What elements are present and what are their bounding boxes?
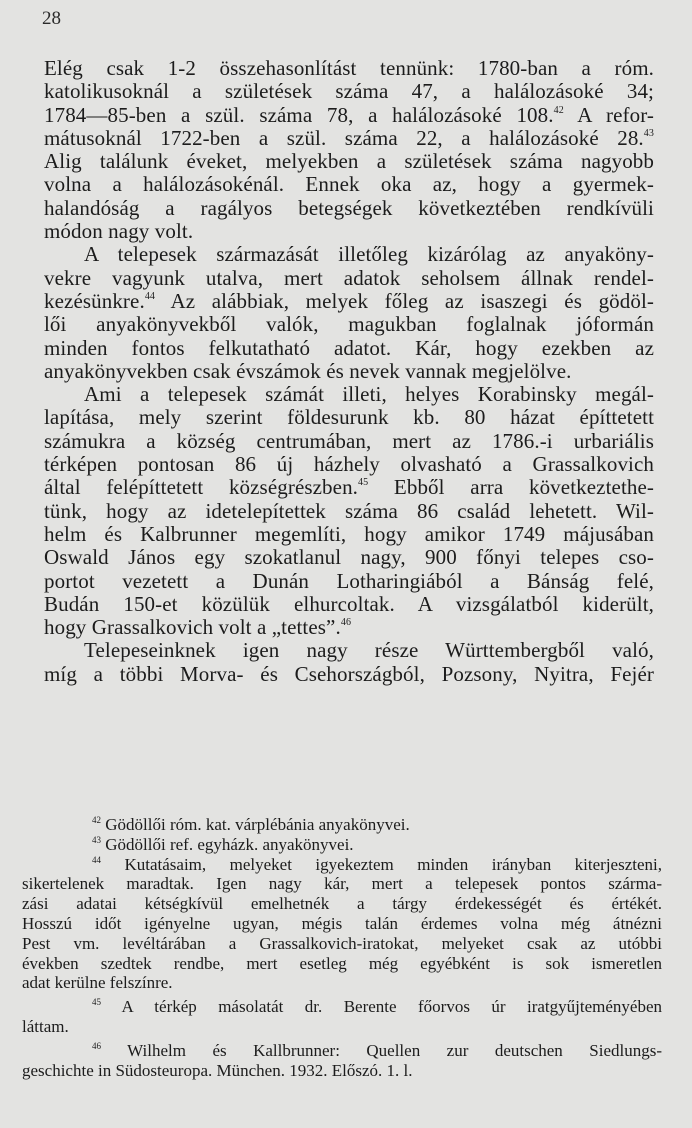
footnote-line: $^{42}$ Gödöllői róm. kat. várplébánia anyakönyvei. xyxy=(92,815,410,834)
footnote-42 xyxy=(22,815,662,835)
footnote-line: $^{44}$ Kutatásaim, melyeket igyekeztem minden irányban kiterjeszteni, xyxy=(92,854,662,874)
footnote-line: $^{46}$ Wilhelm és Kallbrunner: Quellen zur deutschen Siedlungs- xyxy=(92,1040,662,1060)
footnote-ref: 42 xyxy=(553,104,564,116)
text-line: hogy Grassalkovich volt a „tettes”.$^{46}$ xyxy=(44,615,352,640)
footnote-line: $^{43}$ Gödöllői ref. egyházk. anyakönyvei. xyxy=(92,834,354,854)
text-line: térképen pontosan 86 új házhely olvasható a Grassalkovich xyxy=(44,452,654,477)
page-number: 28 xyxy=(42,8,61,29)
footnote-ref: 46 xyxy=(340,617,352,629)
text-line: halandóság a ragályos betegségek következtében rendkívüli xyxy=(44,195,654,220)
text-line: mátusoknál 1722-ben a szül. száma 22, a halálozásoké 28.43 xyxy=(44,125,654,150)
footnote-43 xyxy=(22,835,662,855)
footnote-line: adat kerülne felszínre. xyxy=(22,973,173,993)
text-line: vekre vagyunk utalva, mert adatok seholsem állnak rendel- xyxy=(44,265,654,290)
text-line: lapítása, mely szerint földesurunk kb. 80 házat építtetett xyxy=(44,405,654,430)
footnote-line: Hosszú időt igényelne ugyan, mégis talán érdemes volna még átnézni xyxy=(22,913,662,933)
footnote-line: $^{45}$ A térkép másolatát dr. Berente főorvos úr iratgyűjteményében xyxy=(92,997,662,1017)
footnote-line: láttam. xyxy=(22,1016,69,1036)
text-line: katolikusoknál a születések száma 47, a halálozásoké 34; xyxy=(44,79,654,104)
footnote-ref: 44 xyxy=(144,290,156,302)
footnote-line: években szedtek rendbe, mert esetleg még egyébként is sok ismeretlen xyxy=(22,953,662,973)
text-line: módon nagy volt. xyxy=(44,219,194,244)
text-line: helm és Kalbrunner megemlíti, hogy amikor 1749 májusában xyxy=(44,521,654,546)
text-line: Elég csak 1-2 összehasonlítást tennünk: 1780-ban a róm. xyxy=(44,56,654,80)
paragraph-1 xyxy=(44,57,654,243)
footnotes xyxy=(22,815,662,1080)
text-line: minden fontos felkutatható adatot. Kár, hogy ezekben az xyxy=(44,335,654,360)
text-line: volna a halálozásokénál. Ennek oka az, hogy a gyermek- xyxy=(44,172,654,197)
text-line: míg a többi Morva- és Csehországból, Pozsony, Nyitra, Fejér xyxy=(44,661,654,686)
paragraph-4 xyxy=(44,639,654,686)
text-line: anyakönyvekben csak évszámok és nevek vannak megjelölve. xyxy=(44,358,572,383)
paragraph-3 xyxy=(44,383,654,639)
text-line: tünk, hogy az idetelepítettek száma 86 család lehetett. Wil- xyxy=(44,498,654,523)
footnote-44 xyxy=(22,855,662,994)
footnote-line: Pest vm. levéltárában a Grassalkovich-iratokat, melyeket csak az utóbbi xyxy=(22,933,662,953)
text-line: Alig találunk éveket, melyekben a születések száma nagyobb xyxy=(44,149,654,174)
footnote-46 xyxy=(22,1041,662,1081)
text-line: lői anyakönyvekből valók, magukban foglalnak jóformán xyxy=(44,312,654,337)
footnote-line: sikertelenek maradtak. Igen nagy kár, mert a telepesek pontos szárma- xyxy=(22,874,662,894)
text-line: számukra a község centrumában, mert az 1786.-i urbariális xyxy=(44,428,654,453)
text-line: 1784—85-ben a szül. száma 78, a halálozásoké 108.42 A refor- xyxy=(44,102,654,127)
paragraph-2 xyxy=(44,243,654,383)
footnote-ref: 43 xyxy=(643,127,654,139)
text-line: Telepeseinknek igen nagy része Württembergből való, xyxy=(84,638,654,663)
text-line: Budán 150-et közülük elhurcoltak. A vizsgálatból kiderült, xyxy=(44,591,654,616)
footnote-line: zási adatai kétségkívül emelhetnék a tárgy érdekességét és értékét. xyxy=(22,894,662,914)
text-line: Oswald János egy szokatlanul nagy, 900 főnyi telepes cso- xyxy=(44,545,654,570)
footnote-45 xyxy=(22,997,662,1037)
body-text xyxy=(44,57,654,686)
footnote-line: geschichte in Südosteuropa. München. 1932. Előszó. 1. l. xyxy=(22,1060,413,1080)
text-line: kezésünkre.$^{44}$ Az alábbiak, melyek főleg az isaszegi és gödöl- xyxy=(44,288,654,313)
text-line: Ami a telepesek számát illeti, helyes Korabinsky megál- xyxy=(84,382,654,407)
footnote-ref: 45 xyxy=(358,477,369,489)
text-line: portot vezetett a Dunán Lotharingiából a Bánság felé, xyxy=(44,568,654,593)
text-line: A telepesek származását illetőleg kizárólag az anyaköny- xyxy=(84,242,654,267)
text-line: által felépíttetett községrészben.$^{45}$ Ebből arra következtethe- xyxy=(44,475,654,500)
